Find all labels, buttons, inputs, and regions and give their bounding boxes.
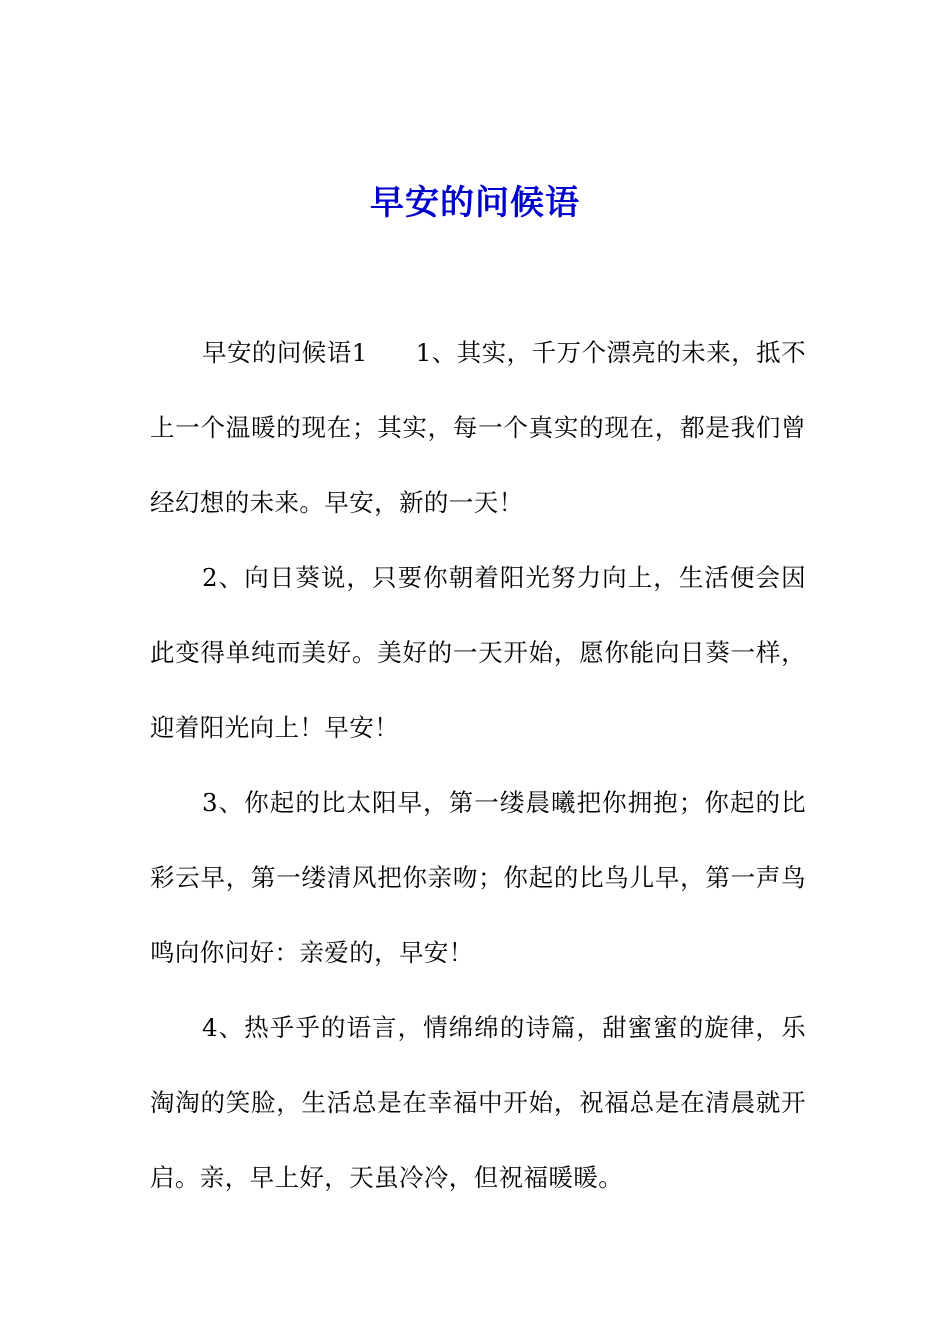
paragraph-2: 2、向日葵说，只要你朝着阳光努力向上，生活便会因此变得单纯而美好。美好的一天开始，愿你能向日葵一样，迎着阳光向上！早安！ [150, 563, 806, 742]
paragraph-1-text: 1、其实，千万个漂亮的未来，抵不上一个温暖的现在；其实，每一个真实的现在，都是我们曾经幻想的未来。早安，新的一天！ [150, 338, 806, 517]
section-heading: 早安的问候语1 [202, 338, 368, 367]
paragraph-4: 4、热乎乎的语言，情绵绵的诗篇，甜蜜蜜的旋律，乐淘淘的笑脸，生活总是在幸福中开始，祝福总是在清晨就开启。亲，早上好，天虽冷冷，但祝福暖暖。 [150, 1013, 806, 1192]
paragraph-3: 3、你起的比太阳早，第一缕晨曦把你拥抱；你起的比彩云早，第一缕清风把你亲吻；你起的比鸟儿早，第一声鸟鸣向你问好：亲爱的，早安！ [150, 788, 806, 967]
document-body [150, 315, 806, 1215]
paragraph-1 [150, 315, 806, 540]
document-title: 早安的问候语 [370, 183, 580, 223]
